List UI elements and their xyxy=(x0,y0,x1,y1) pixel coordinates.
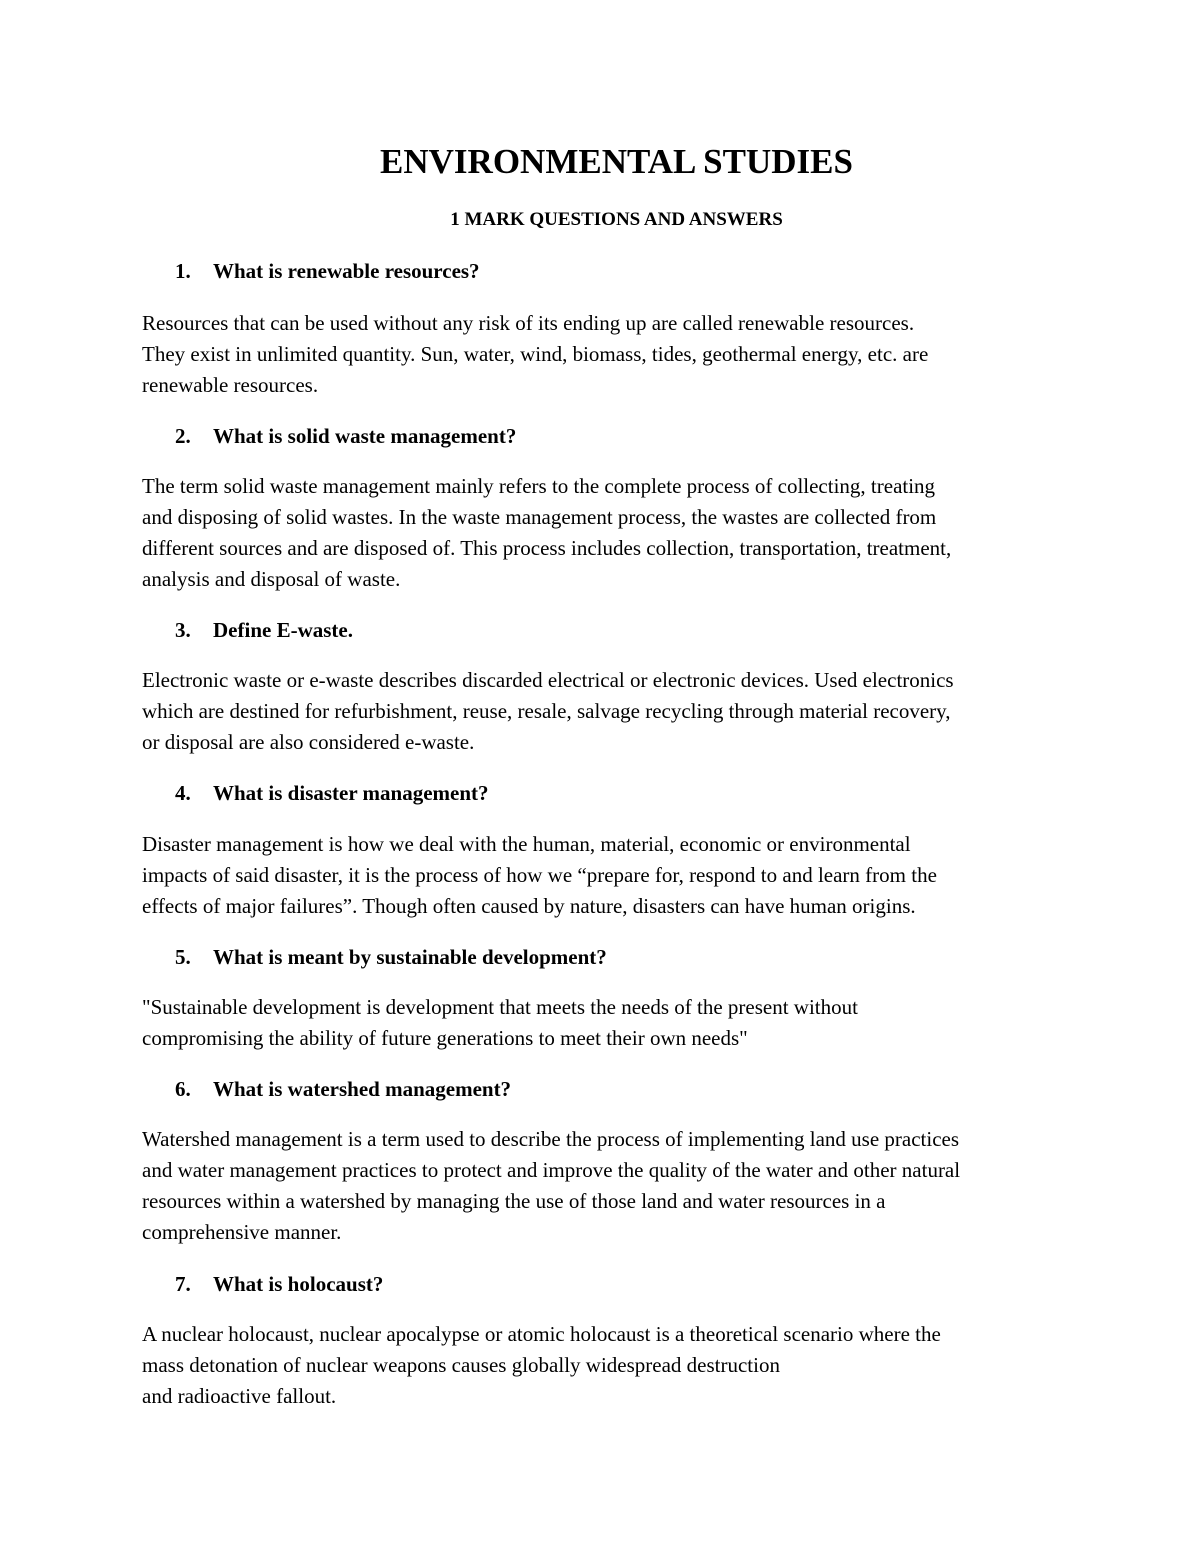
answer-1 xyxy=(142,308,1082,401)
question-text: What is solid waste management? xyxy=(213,424,517,448)
answer-line: A nuclear holocaust, nuclear apocalypse or atomic holocaust is a theoretical scenario where the xyxy=(142,1322,941,1346)
answer-line: which are destined for refurbishment, reuse, resale, salvage recycling through material recovery, xyxy=(142,699,951,723)
answer-line: The term solid waste management mainly refers to the complete process of collecting, treating xyxy=(142,474,936,498)
answer-line: and disposing of solid wastes. In the waste management process, the wastes are collected from xyxy=(142,505,937,529)
answer-line: comprehensive manner. xyxy=(142,1220,342,1244)
answer-line: different sources and are disposed of. This process includes collection, transportation, treatment, xyxy=(142,536,952,560)
document-title: ENVIRONMENTAL STUDIES xyxy=(380,142,853,181)
question-number: 3. xyxy=(175,618,191,642)
question-text: What is renewable resources? xyxy=(213,259,480,283)
answer-line: Resources that can be used without any risk of its ending up are called renewable resources. xyxy=(142,311,915,335)
question-text: What is disaster management? xyxy=(213,781,489,805)
answer-line: effects of major failures”. Though often caused by nature, disasters can have human origins. xyxy=(142,894,916,918)
question-number: 2. xyxy=(175,424,191,448)
question-number: 5. xyxy=(175,945,191,969)
answer-3 xyxy=(142,665,1082,758)
answer-line: renewable resources. xyxy=(142,373,319,397)
answer-line: analysis and disposal of waste. xyxy=(142,567,401,591)
question-text: What is holocaust? xyxy=(213,1272,384,1296)
question-heading-4 xyxy=(175,778,489,808)
question-number: 4. xyxy=(175,781,191,805)
answer-line: They exist in unlimited quantity. Sun, water, wind, biomass, tides, geothermal energy, etc. are xyxy=(142,342,929,366)
answer-line: resources within a watershed by managing the use of those land and water resources in a xyxy=(142,1189,886,1213)
question-text: What is meant by sustainable development? xyxy=(213,945,607,969)
question-text: Define E-waste. xyxy=(213,618,353,642)
answer-line: Watershed management is a term used to describe the process of implementing land use practices xyxy=(142,1127,960,1151)
question-heading-1 xyxy=(175,256,480,286)
answer-line: and radioactive fallout. xyxy=(142,1384,337,1408)
answer-7 xyxy=(142,1319,1082,1412)
answer-6 xyxy=(142,1124,1082,1248)
answer-line: compromising the ability of future generations to meet their own needs" xyxy=(142,1026,748,1050)
document-subtitle: 1 MARK QUESTIONS AND ANSWERS xyxy=(450,209,783,230)
answer-line: mass detonation of nuclear weapons causes globally widespread destruction xyxy=(142,1353,780,1377)
answer-2 xyxy=(142,471,1082,595)
answer-5 xyxy=(142,992,1082,1054)
answer-line: or disposal are also considered e-waste. xyxy=(142,730,475,754)
question-heading-6 xyxy=(175,1074,511,1104)
answer-line: and water management practices to protect and improve the quality of the water and other natural xyxy=(142,1158,961,1182)
answer-4 xyxy=(142,829,1082,922)
question-number: 1. xyxy=(175,259,191,283)
answer-line: "Sustainable development is development that meets the needs of the present without xyxy=(142,995,858,1019)
question-heading-5 xyxy=(175,942,607,972)
answer-line: Disaster management is how we deal with the human, material, economic or environmental xyxy=(142,832,911,856)
question-heading-7 xyxy=(175,1269,383,1299)
answer-line: impacts of said disaster, it is the process of how we “prepare for, respond to and learn from the xyxy=(142,863,937,887)
question-heading-2 xyxy=(175,421,516,451)
question-number: 6. xyxy=(175,1077,191,1101)
answer-line: Electronic waste or e-waste describes discarded electrical or electronic devices. Used electronics xyxy=(142,668,954,692)
question-number: 7. xyxy=(175,1272,191,1296)
question-heading-3 xyxy=(175,615,353,645)
question-text: What is watershed management? xyxy=(213,1077,512,1101)
